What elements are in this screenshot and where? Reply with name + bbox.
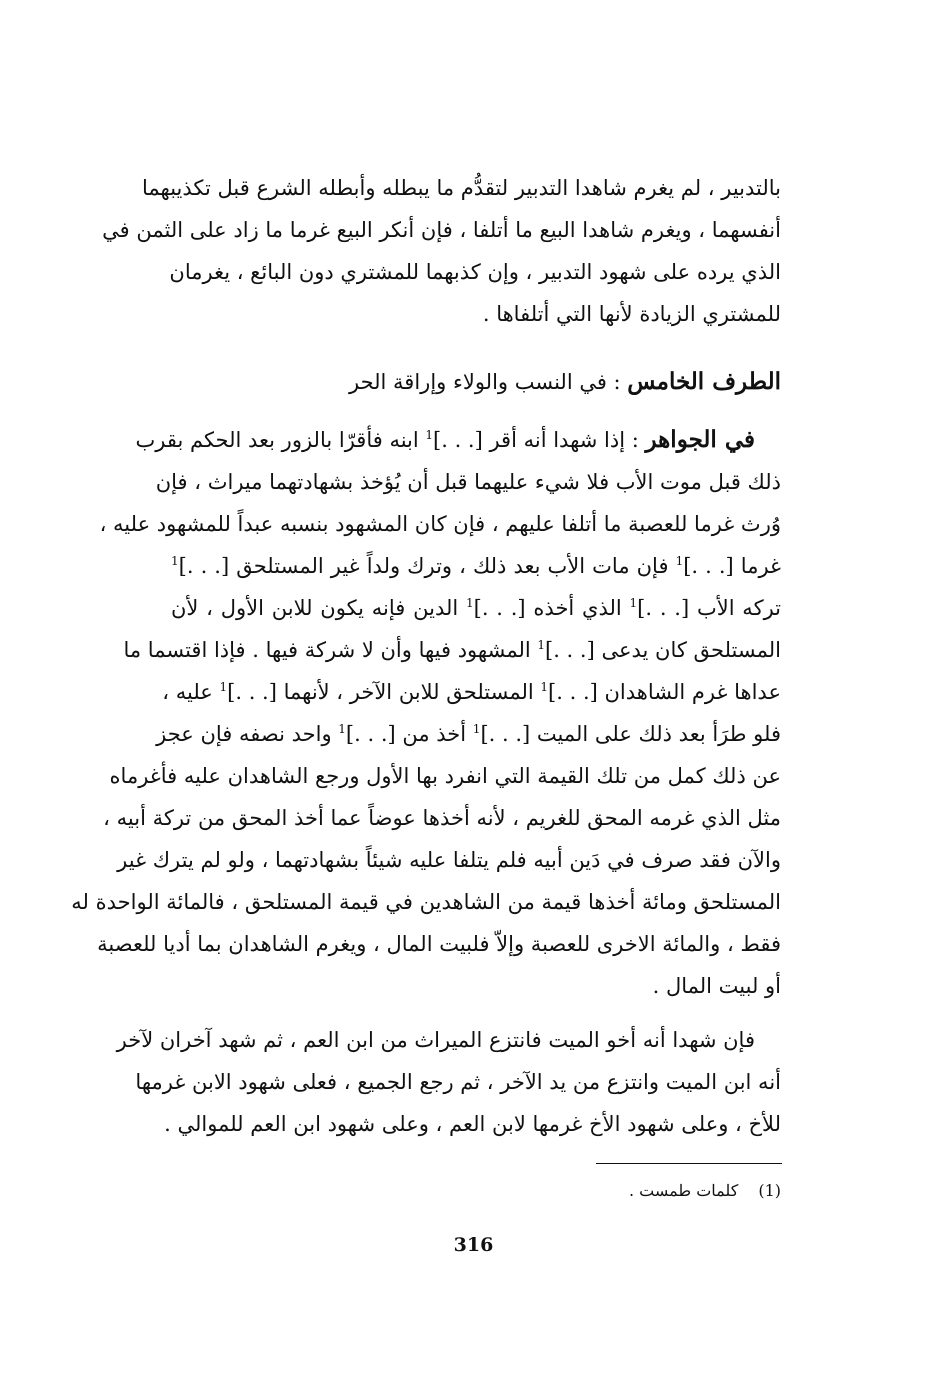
- text-line: أنفسهما ، ويغرم شاهدا البيع ما أتلفا ، فإن أنكر البيع غرما ما زاد على الثمن في: [102, 218, 781, 242]
- text-line: ذلك قبل موت الأب فلا شيء عليهما قبل أن يُؤخذ بشهادتهما ميراث ، فإن: [155, 470, 781, 494]
- text-line: فقط ، والمائة الاخرى للعصبة وإلاّ فلبيت المال ، ويغرم الشاهدان بما أديا للعصبة: [97, 932, 781, 956]
- text-line: عن ذلك كمل من تلك القيمة التي انفرد بها الأول ورجع الشاهدان عليه فأغرماه: [109, 764, 781, 788]
- footnote: [481, 1178, 781, 1204]
- text-line: للأخ ، وعلى شهود الأخ غرمها لابن العم ، وعلى شهود ابن العم للموالي .: [164, 1112, 781, 1136]
- page-number: 316: [453, 1234, 494, 1256]
- footnote-marker: 1: [675, 554, 684, 568]
- text-line: الذي يرده على شهود التدبير ، وإن كذبهما للمشتري دون البائع ، يغرمان: [169, 260, 781, 284]
- footnote-divider: [596, 1163, 782, 1164]
- text-line: المستلحق كان يدعى [. . .]$^1$ المشهود فيها وأن لا شركة فيها . فإذا اقتسما ما: [123, 638, 781, 662]
- text-line: تركه الأب [. . .]$^1$ الذي أخذه [. . .]$^1$ الدين فإنه يكون للابن الأول ، لأن: [171, 596, 781, 620]
- footnote-marker: 1: [472, 722, 481, 736]
- text-line: عداها غرم الشاهدان [. . .]$^1$ المستلحق للابن الآخر ، لأنهما [. . .]$^1$ عليه ،: [162, 680, 781, 704]
- text-line: والآن فقد صرف في دَين أبيه فلم يتلفا عليه شيئاً بشهادتهما ، ولو لم يترك غير: [117, 848, 781, 872]
- footnote-marker: 1: [171, 554, 179, 568]
- text-line: فلو طرَأ بعد ذلك على الميت [. . .]$^1$ أخذ من [. . .]$^1$ واحد نصفه فإن عجز: [156, 722, 781, 746]
- text-line: أنه ابن الميت وانتزع من يد الآخر ، ثم رجع الجميع ، فعلى شهود الابن غرمها: [135, 1070, 781, 1094]
- text-line: مثل الذي غرمه المحق للغريم ، لأنه أخذها عوضاً عما أخذ المحق من تركة أبيه ،: [103, 806, 781, 830]
- heading-subtitle: : في النسب والولاء وإراقة الحر: [349, 370, 628, 394]
- section-heading: [171, 360, 781, 404]
- footnote-marker: 1: [540, 680, 549, 694]
- footnote-text: كلمات طمست .: [628, 1181, 739, 1200]
- source-name: في الجواهر: [645, 426, 755, 453]
- text-line: المستلحق ومائة أخذها قيمة من الشاهدين في قيمة المستلحق ، فالمائة الواحدة له: [71, 890, 781, 914]
- footnote-marker: 1: [466, 596, 474, 610]
- text-line: غرما [. . .]$^1$ فإن مات الأب بعد ذلك ، وترك ولداً غير المستلحق [. . .]$^1$: [171, 554, 782, 578]
- text-line: للمشتري الزيادة لأنها التي أتلفاها .: [482, 302, 781, 326]
- text-line: بالتدبير ، لم يغرم شاهدا التدبير لتقدُّم ما يبطله وأبطله الشرع قبل تكذيبهما: [141, 176, 781, 200]
- footnote-marker: 1: [219, 680, 228, 694]
- text-line: فإن شهدا أنه أخو الميت فانتزع الميراث من ابن العم ، ثم شهد آخران لآخر: [116, 1028, 755, 1052]
- footnote-marker: 1: [425, 428, 434, 442]
- text-line: وُرث غرما للعصبة ما أتلفا عليهم ، فإن كان المشهود بنسبه عبداً للمشهود عليه ،: [99, 512, 781, 536]
- footnote-marker: 1: [338, 722, 346, 736]
- text-line: في الجواهر : إذا شهدا أنه أقر [. . .]$^1$ ابنه فأقرّا بالزور بعد الحكم بقرب: [135, 426, 755, 453]
- heading-title: الطرف الخامس: [627, 368, 781, 395]
- footnote-marker: 1: [629, 596, 638, 610]
- text-line: أو لبيت المال .: [652, 974, 781, 998]
- footnote-number: (1): [758, 1181, 781, 1200]
- footnote-marker: 1: [537, 638, 546, 652]
